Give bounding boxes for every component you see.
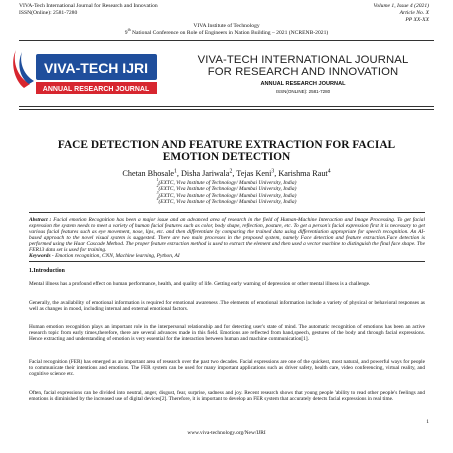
affiliation bbox=[0, 199, 453, 205]
body-paragraph: Generally, the availability of emotional information is required for emotional awareness .The elements of emotional information include a variety of physical or behavioral responses as well as changes in mood, including internal and external emotional factors. bbox=[29, 300, 425, 313]
conference-ordinal-suffix: th bbox=[127, 28, 131, 33]
author-sup: 2 bbox=[229, 168, 233, 175]
journal-banner bbox=[10, 48, 443, 102]
affiliation-sup: 4 bbox=[156, 197, 159, 202]
author-name: Tejas Keni bbox=[236, 169, 272, 178]
author-list: Chetan Bhosale$^1$, Disha Jariwala$^2$, Tejas Keni$^3$, Karishma Raut$^4$ bbox=[122, 168, 331, 178]
keywords-label: Keywords bbox=[29, 253, 51, 259]
section-heading: 1.Introduction bbox=[29, 268, 65, 274]
logo-subtext: ANNUAL RESEARCH JOURNAL bbox=[42, 86, 150, 93]
annual-research-label: ANNUAL RESEARCH JOURNAL bbox=[260, 81, 346, 87]
banner-divider-1 bbox=[19, 106, 434, 107]
journal-name: VIVA-Tech International Journal for Research and Innovation bbox=[19, 3, 158, 9]
abstract bbox=[29, 217, 425, 254]
author-name: Disha Jariwala bbox=[181, 169, 230, 178]
article-number: Article No. X bbox=[399, 10, 429, 16]
abstract-text: Facial emotion Recognition has been a major issue and an advanced area of research in the field of Human-Machine Interaction and Image Processing. To get facial expression the system needs to meet a variety of human facial features such as color, body shape, reflection, posture, etc. To get a person's facial expression first it is necessary to get various facial features such as eye movement, nose, lips, etc. and then differentiate by comparing the trained data using differentiation appropriate for speech recognition. An AI-based approach to the novel visual system is suggested. There are two main processes in the proposed system, namely Face detection and feature extraction.Face detection is performed using the Haar Cascade Method. The proper feature extraction method is used to extract the element and then used a vector machine to distinguish the final face shape. The FER13 data set is used for training. bbox=[29, 217, 425, 254]
journal-logo bbox=[10, 48, 160, 98]
page-number: 1 bbox=[426, 419, 429, 425]
journal-title bbox=[168, 54, 438, 78]
header-left bbox=[19, 3, 158, 17]
body-paragraph: Often, facial expressions can be divided into neutral, anger, disgust, fear, surprise, sadness and joy. Recent research shows that young people 'ability to read other people's feelings and emotions is diminished by the increased use of digital devices[2]. Therefore, it is important to develop an FER system that accurately detects facial expressions in real time. bbox=[29, 390, 425, 403]
banner-issn: ISSN(ONLINE): 2581-7280 bbox=[275, 89, 331, 94]
body-paragraph: Human emotion recognition plays an important role in the interpersonal relationship and for detecting user's state of mind. The automatic recognition of emotions has been an active research topic from early times,therefore, there are several advances made in this field. Emotions are reflected from hand,speech, gestures of the body and through facial expressions. Hence extracting and understanding of emotion is very essential for the interaction between human and machine communication[1]. bbox=[29, 324, 425, 343]
author-sup: 3 bbox=[271, 168, 275, 175]
abstract-top-rule bbox=[29, 212, 425, 213]
institute-name: VIVA Institute of Technology bbox=[193, 23, 260, 29]
affiliation-text: (EXTC, Viva Institute of Technology/ Mumbai University, India) bbox=[158, 186, 297, 193]
affiliation-text: (EXTC, Viva Institute of Technology/ Mumbai University, India) bbox=[158, 192, 297, 199]
journal-title-line2: FOR RESEARCH AND INNOVATION bbox=[207, 66, 399, 78]
abstract-label: Abstract : bbox=[29, 217, 52, 223]
keywords-text: - Emotion recognition, CNN, Machine learning, Python, AI bbox=[50, 253, 180, 259]
author-name: Karishma Raut bbox=[278, 169, 328, 178]
paper-title-line1: FACE DETECTION AND FEATURE EXTRACTION FOR FACIAL bbox=[57, 139, 396, 151]
volume-issue: Volume 1, Issue 4 (2021) bbox=[373, 3, 429, 9]
logo-text: VIVA-TECH IJRI bbox=[44, 60, 148, 76]
footer-url: www.viva-technology.org/New/IJRI bbox=[187, 430, 266, 436]
affiliation-text: (EXTC, Viva Institute of Technology/ Mumbai University, India) bbox=[158, 198, 297, 205]
author-sup: 1 bbox=[174, 168, 177, 175]
journal-issn: ISSN(Online): 2581-7280 bbox=[19, 10, 78, 16]
affiliation-sup: 1 bbox=[156, 178, 159, 183]
conference-header bbox=[0, 23, 453, 37]
header-right bbox=[374, 3, 429, 24]
conference-ordinal: 9 bbox=[124, 30, 128, 36]
affiliation-text: (EXTC, Viva Institute of Technology/ Mumbai University, India) bbox=[158, 180, 297, 186]
body-paragraph: Mental illness has a profound effect on human performance, health, and quality of life. Getting early warning of depression or other mental illness is a challenge. bbox=[29, 281, 371, 287]
page-range: PP XX-XX bbox=[405, 17, 429, 23]
paper-title-line2: EMOTION DETECTION bbox=[162, 151, 291, 163]
conference-line bbox=[0, 30, 453, 37]
keywords bbox=[29, 253, 425, 259]
header-divider bbox=[19, 40, 434, 41]
body-paragraph: Facial recognition (FER) has emerged as an important area of research over the past two decades. Facial expressions are one of the quickest, most natural, and powerful ways for people to communicate their intentions and emotions. The FER system can be used for many important applications such as driver safety, health care, video conferencing, virtual reality, and cognitive science etc. bbox=[29, 359, 425, 378]
affiliation-sup: 3 bbox=[156, 190, 159, 195]
affiliations bbox=[0, 180, 453, 205]
conference-name: National Conference on Role of Engineers in Nation Building – 2021 (NCRENB-2021) bbox=[132, 30, 329, 36]
banner-divider-2 bbox=[19, 109, 434, 110]
author-sup: 4 bbox=[327, 168, 331, 175]
affiliation-sup: 2 bbox=[156, 184, 159, 189]
paper-title bbox=[30, 139, 423, 163]
journal-title-line1: VIVA-TECH INTERNATIONAL JOURNAL bbox=[197, 54, 409, 66]
abstract-bottom-rule bbox=[29, 261, 425, 262]
author-name: Chetan Bhosale bbox=[122, 169, 175, 178]
